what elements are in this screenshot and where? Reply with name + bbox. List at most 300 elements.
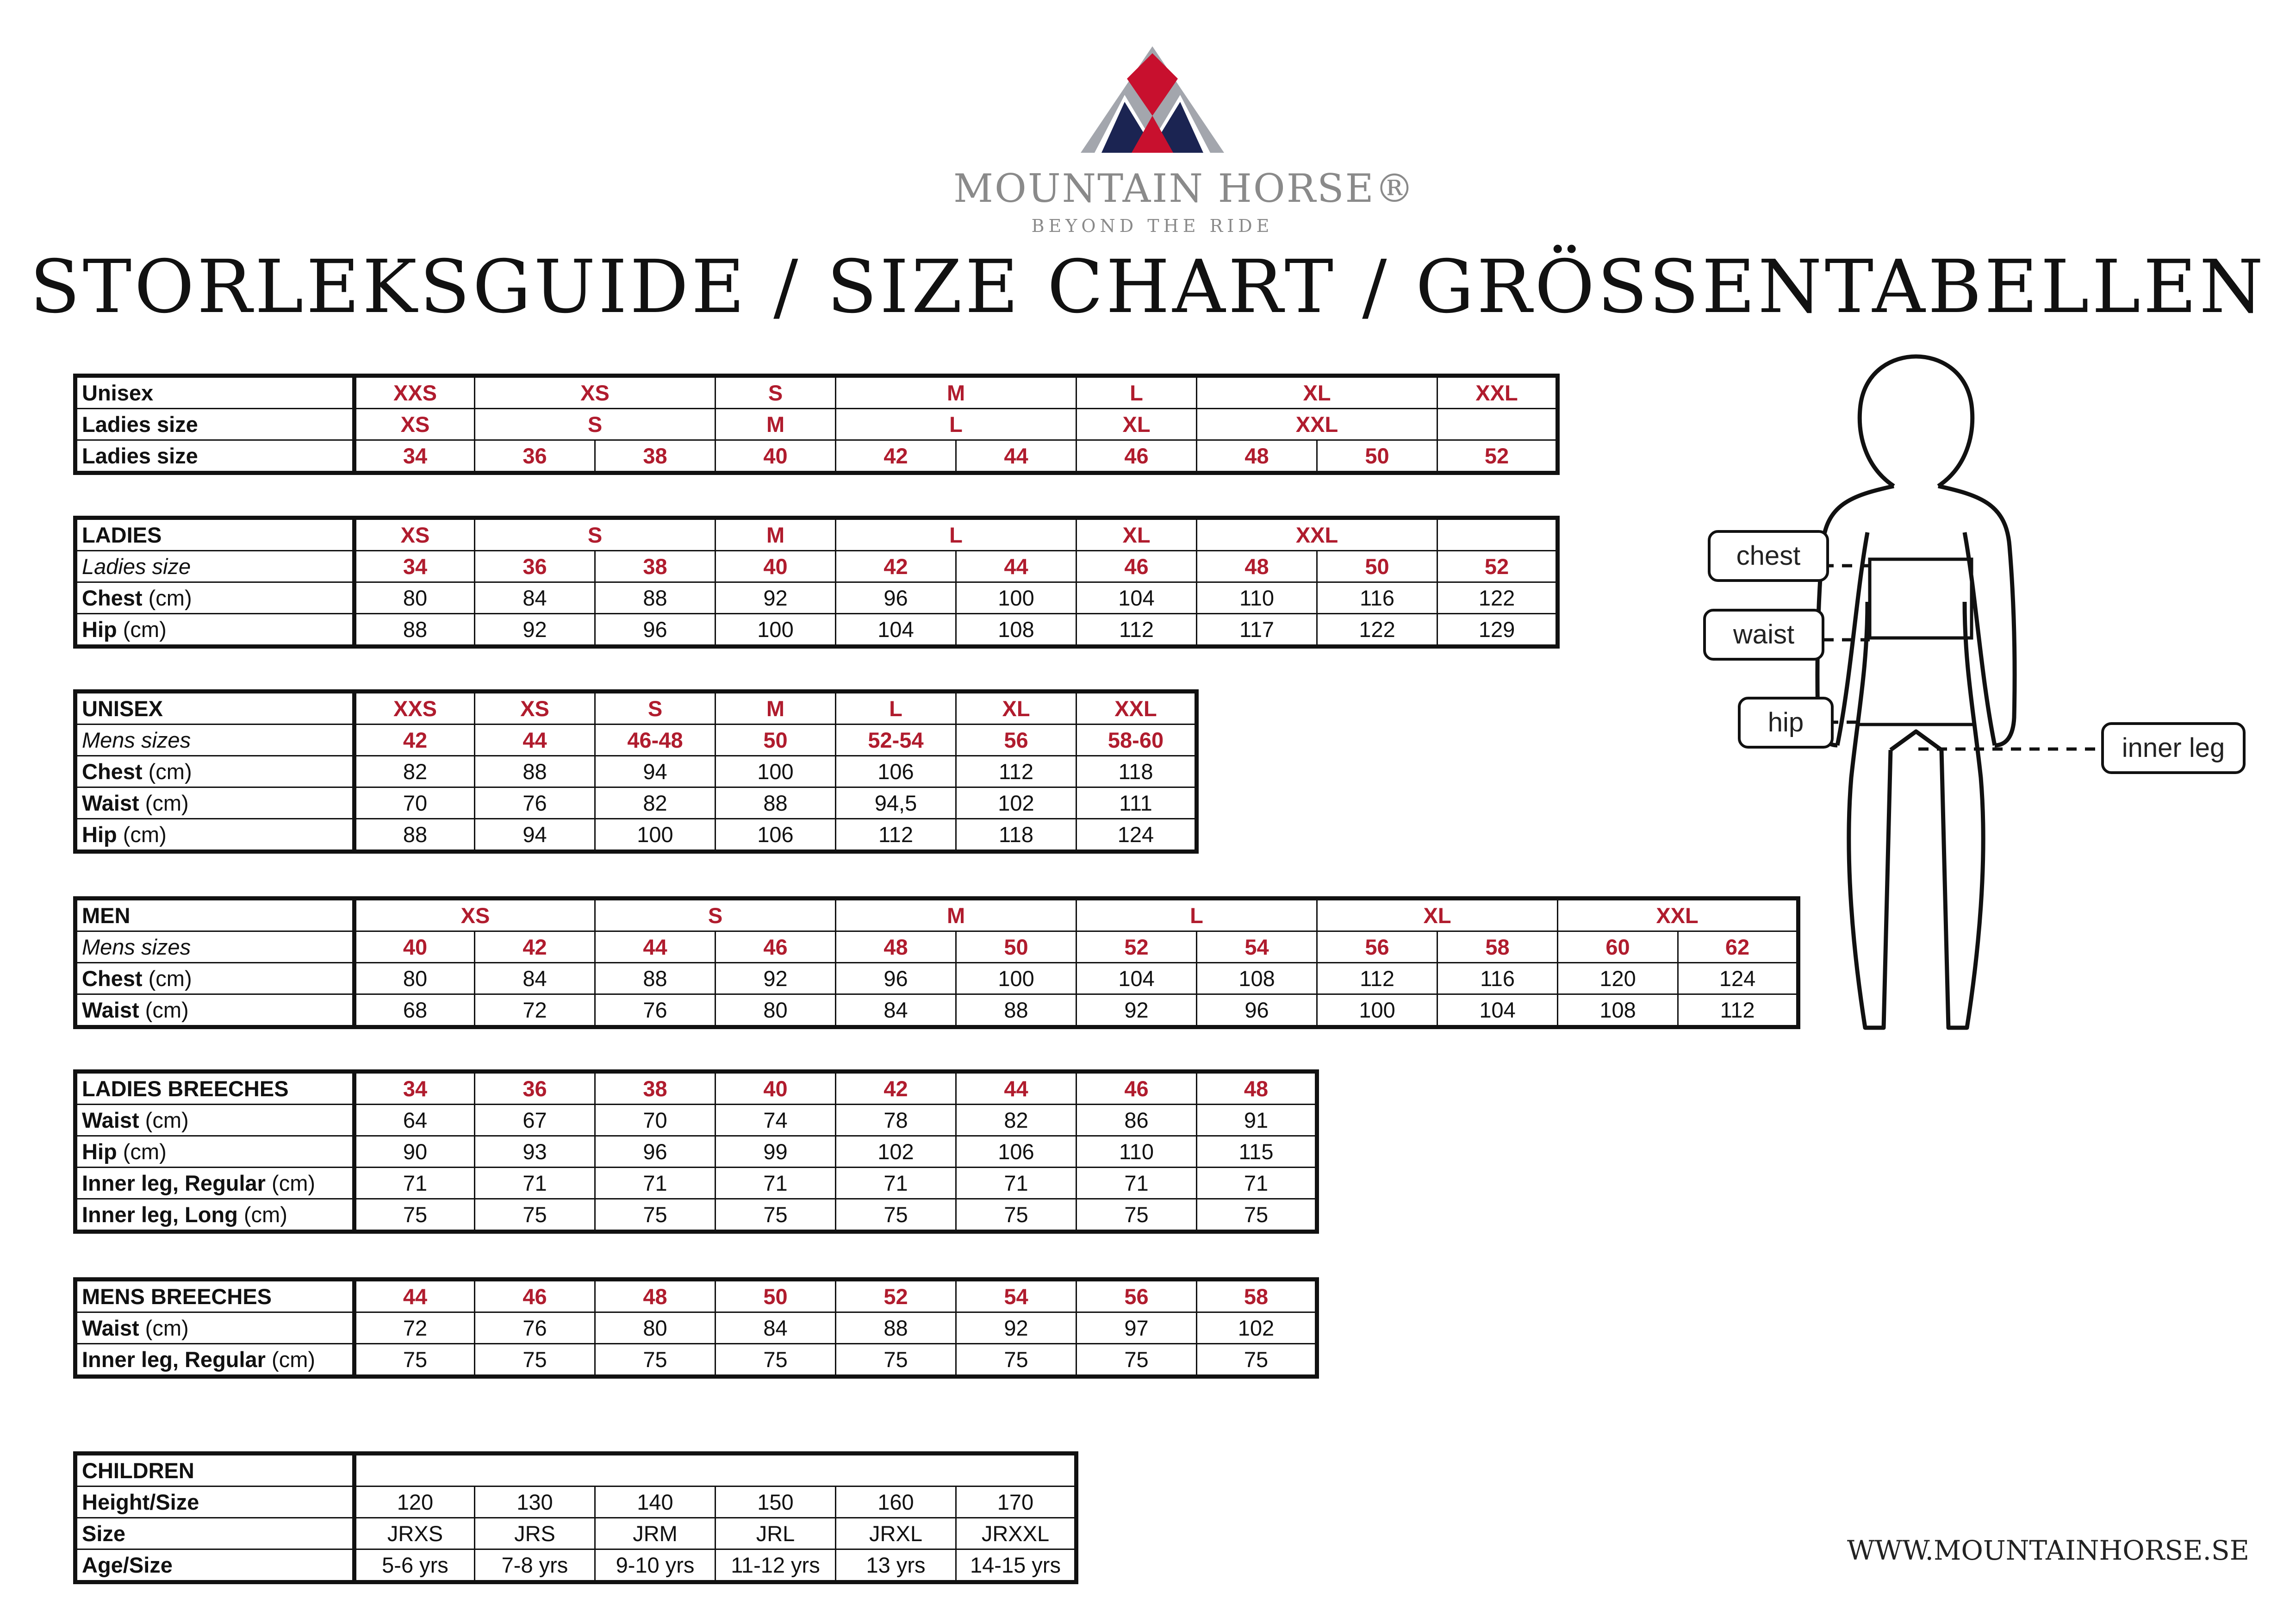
table-cell: 100 <box>956 582 1076 614</box>
table-cell: 75 <box>716 1199 836 1232</box>
table-cell: 112 <box>1076 614 1197 647</box>
table-cell: 104 <box>836 614 956 647</box>
row-label-unit: (cm) <box>265 1347 315 1372</box>
table-cell: 50 <box>1317 440 1437 473</box>
table-cell: 110 <box>1076 1136 1197 1168</box>
table-cell: 150 <box>716 1487 836 1518</box>
table-cell: 118 <box>1076 756 1197 787</box>
row-label-text: Hip <box>82 1139 117 1164</box>
table-cell: 50 <box>716 725 836 756</box>
row-label-text: Waist <box>82 1316 139 1340</box>
table-cell: L <box>836 518 1076 551</box>
table-cell: 38 <box>595 1072 716 1105</box>
table-cell: 88 <box>716 787 836 819</box>
waist-callout: waist <box>1703 609 1824 661</box>
table-row <box>75 963 1798 994</box>
table-cell: 160 <box>836 1487 956 1518</box>
row-label-text: MEN <box>82 903 131 928</box>
table-cell: S <box>595 899 836 931</box>
table-cell: L <box>836 692 956 725</box>
table-cell: 13 yrs <box>836 1549 956 1582</box>
table-cell: JRL <box>716 1518 836 1549</box>
table-cell <box>1437 518 1558 551</box>
table-cell: 75 <box>595 1199 716 1232</box>
row-label-text: Hip <box>82 617 117 642</box>
row-label-text: Ladies size <box>82 554 191 579</box>
table-cell: XS <box>475 692 595 725</box>
table-cell: M <box>836 899 1076 931</box>
table-cell: 106 <box>956 1136 1076 1168</box>
table-cell: 71 <box>716 1168 836 1199</box>
table-cell: L <box>836 409 1076 440</box>
table-cell: XXL <box>1197 409 1437 440</box>
table-cell <box>1437 409 1558 440</box>
table-row <box>75 1454 1076 1487</box>
row-label-unit: (cm) <box>139 791 189 815</box>
table-cell: 84 <box>716 1312 836 1344</box>
table-cell: 75 <box>956 1344 1076 1377</box>
page-title: STORLEKSGUIDE / SIZE CHART / GRÖSSENTABELLEN <box>30 244 2266 330</box>
table-cell: 48 <box>1197 440 1317 473</box>
table-cell: 122 <box>1317 614 1437 647</box>
table-row <box>75 518 1558 551</box>
table-cell: 100 <box>716 614 836 647</box>
table-cell: 75 <box>716 1344 836 1377</box>
row-label-text: Mens sizes <box>82 935 191 959</box>
table-cell: 88 <box>595 963 716 994</box>
table-cell: 42 <box>836 1072 956 1105</box>
table-cell: 86 <box>1076 1105 1197 1136</box>
table-cell: 72 <box>355 1312 475 1344</box>
table-cell: 44 <box>956 551 1076 582</box>
table-cell: 44 <box>595 931 716 963</box>
table-cell: 36 <box>475 1072 595 1105</box>
row-label <box>75 551 355 582</box>
row-label <box>75 1549 355 1582</box>
row-label-text: Mens sizes <box>82 728 191 752</box>
table-cell: 48 <box>1197 551 1317 582</box>
table-cell: 94 <box>595 756 716 787</box>
table-cell: 94 <box>475 819 595 852</box>
table-cell: 75 <box>1076 1199 1197 1232</box>
table-cell: 106 <box>836 756 956 787</box>
table-cell: 42 <box>355 725 475 756</box>
table-cell: 58 <box>1197 1280 1317 1312</box>
row-label <box>75 1136 355 1168</box>
row-label <box>75 787 355 819</box>
table-cell: XS <box>355 899 595 931</box>
table-row <box>75 1344 1317 1377</box>
table-cell: JRS <box>475 1518 595 1549</box>
table-cell: 14-15 yrs <box>956 1549 1076 1582</box>
table-cell: 104 <box>1437 994 1558 1027</box>
table-cell: 56 <box>1076 1280 1197 1312</box>
table-cell: 54 <box>1197 931 1317 963</box>
row-label <box>75 1105 355 1136</box>
table-cell: 44 <box>355 1280 475 1312</box>
table-row <box>75 787 1197 819</box>
table-cell: 124 <box>1678 963 1798 994</box>
table-cell: XL <box>1076 409 1197 440</box>
table-cell: 42 <box>475 931 595 963</box>
table-cell: 92 <box>956 1312 1076 1344</box>
table-cell: 75 <box>1076 1344 1197 1377</box>
table-cell: 124 <box>1076 819 1197 852</box>
table-cell: 75 <box>355 1199 475 1232</box>
table-cell: S <box>475 409 716 440</box>
website-link[interactable]: WWW.MOUNTAINHORSE.SE <box>1847 1535 2249 1566</box>
table-cell: 71 <box>595 1168 716 1199</box>
table-cell: 68 <box>355 994 475 1027</box>
row-label-text: MENS BREECHES <box>82 1284 272 1309</box>
table-cell: JRXXL <box>956 1518 1076 1549</box>
table-cell: 110 <box>1197 582 1317 614</box>
table-cell: 108 <box>1558 994 1678 1027</box>
table-cell: 117 <box>1197 614 1317 647</box>
body-figure <box>1685 352 2240 1049</box>
row-label-text: Inner leg, Regular <box>82 1347 266 1372</box>
row-label <box>75 819 355 852</box>
table-row <box>75 582 1558 614</box>
table-cell: XXS <box>355 376 475 409</box>
table-cell: 46-48 <box>595 725 716 756</box>
table-cell: 104 <box>1076 963 1197 994</box>
table-cell: 80 <box>355 963 475 994</box>
table-cell: 40 <box>716 1072 836 1105</box>
table-cell: 112 <box>836 819 956 852</box>
table-cell: 76 <box>595 994 716 1027</box>
table-cell: 75 <box>475 1199 595 1232</box>
table-cell: 90 <box>355 1136 475 1168</box>
table-cell: 88 <box>355 614 475 647</box>
table-cell: 111 <box>1076 787 1197 819</box>
table-cell: 75 <box>355 1344 475 1377</box>
table-cell: 44 <box>475 725 595 756</box>
row-label <box>75 931 355 963</box>
row-label <box>75 614 355 647</box>
row-label <box>75 994 355 1027</box>
row-label-text: Unisex <box>82 381 154 405</box>
table-cell: 130 <box>475 1487 595 1518</box>
table-cell: 82 <box>595 787 716 819</box>
table-cell: 88 <box>595 582 716 614</box>
table-row <box>75 819 1197 852</box>
table-cell: 70 <box>355 787 475 819</box>
size-map-table <box>73 374 1560 475</box>
row-label-text: Chest <box>82 966 143 991</box>
row-label-unit: (cm) <box>265 1171 315 1195</box>
table-cell: 64 <box>355 1105 475 1136</box>
table-cell: 80 <box>595 1312 716 1344</box>
row-label-text: Chest <box>82 759 143 784</box>
table-cell: 91 <box>1197 1105 1317 1136</box>
table-cell: 56 <box>1317 931 1437 963</box>
table-cell: 112 <box>1317 963 1437 994</box>
row-label <box>75 692 355 725</box>
table-cell: 46 <box>1076 1072 1197 1105</box>
table-row <box>75 376 1558 409</box>
table-cell: 97 <box>1076 1312 1197 1344</box>
table-cell: 116 <box>1437 963 1558 994</box>
ladies-breeches-table <box>73 1069 1319 1234</box>
row-label-text: Hip <box>82 822 117 847</box>
children-table <box>73 1451 1078 1584</box>
table-cell: XL <box>956 692 1076 725</box>
row-label-text: LADIES <box>82 523 162 547</box>
table-cell: 7-8 yrs <box>475 1549 595 1582</box>
table-cell: XXS <box>355 692 475 725</box>
row-label-text: Ladies size <box>82 412 198 437</box>
table-row <box>75 1280 1317 1312</box>
table-cell: 52 <box>1076 931 1197 963</box>
table-cell: 52 <box>1437 440 1558 473</box>
table-cell: 34 <box>355 440 475 473</box>
table-row <box>75 1168 1317 1199</box>
table-cell: L <box>1076 899 1317 931</box>
table-cell: 48 <box>836 931 956 963</box>
chest-callout: chest <box>1708 530 1829 582</box>
table-cell: 96 <box>595 614 716 647</box>
table-cell: 72 <box>475 994 595 1027</box>
table-cell: 76 <box>475 1312 595 1344</box>
table-cell: 46 <box>475 1280 595 1312</box>
row-label-unit: (cm) <box>139 1316 189 1340</box>
table-cell: 48 <box>595 1280 716 1312</box>
table-cell: 78 <box>836 1105 956 1136</box>
table-cell: M <box>716 409 836 440</box>
table-cell: 106 <box>716 819 836 852</box>
table-cell: 92 <box>716 963 836 994</box>
row-label <box>75 1344 355 1377</box>
table-cell: 100 <box>595 819 716 852</box>
table-cell: 74 <box>716 1105 836 1136</box>
table-cell: JRM <box>595 1518 716 1549</box>
table-cell: S <box>475 518 716 551</box>
row-label-unit: (cm) <box>142 759 192 784</box>
row-label-unit: (cm) <box>139 998 189 1022</box>
table-cell: 112 <box>1678 994 1798 1027</box>
table-cell: 92 <box>475 614 595 647</box>
table-cell: 84 <box>475 582 595 614</box>
row-label-unit: (cm) <box>237 1202 287 1227</box>
row-label-unit: (cm) <box>142 586 192 610</box>
table-cell: 96 <box>595 1136 716 1168</box>
row-label <box>75 1199 355 1232</box>
table-row <box>75 931 1798 963</box>
table-cell: 36 <box>475 440 595 473</box>
row-label-text: LADIES BREECHES <box>82 1076 289 1101</box>
row-label-text: Inner leg, Regular <box>82 1171 266 1195</box>
table-row <box>75 725 1197 756</box>
table-cell: S <box>595 692 716 725</box>
table-row <box>75 440 1558 473</box>
table-cell: 52-54 <box>836 725 956 756</box>
row-label-unit: (cm) <box>117 822 167 847</box>
table-cell: XL <box>1076 518 1197 551</box>
table-row <box>75 1136 1317 1168</box>
row-label <box>75 1168 355 1199</box>
table-row <box>75 614 1558 647</box>
row-label <box>75 963 355 994</box>
table-cell: 75 <box>595 1344 716 1377</box>
men-table <box>73 896 1800 1029</box>
table-cell: 116 <box>1317 582 1437 614</box>
row-label-text: UNISEX <box>82 696 163 721</box>
table-row <box>75 1487 1076 1518</box>
table-cell: 38 <box>595 440 716 473</box>
table-row <box>75 994 1798 1027</box>
row-label-unit: (cm) <box>117 617 167 642</box>
table-cell: 75 <box>1197 1199 1317 1232</box>
table-cell: 92 <box>716 582 836 614</box>
table-cell: 102 <box>956 787 1076 819</box>
table-cell: 100 <box>1317 994 1437 1027</box>
table-cell: 34 <box>355 551 475 582</box>
mens-breeches-table <box>73 1277 1319 1379</box>
table-cell: M <box>716 692 836 725</box>
table-cell: 50 <box>716 1280 836 1312</box>
table-cell: 44 <box>956 440 1076 473</box>
table-header-label: CHILDREN <box>75 1454 355 1487</box>
table-row <box>75 692 1197 725</box>
row-label-text: Height/Size <box>82 1490 199 1514</box>
row-label <box>75 756 355 787</box>
table-cell: 42 <box>836 551 956 582</box>
table-cell: 100 <box>956 963 1076 994</box>
table-cell: 5-6 yrs <box>355 1549 475 1582</box>
table-cell: 46 <box>716 931 836 963</box>
table-cell: XXL <box>1076 692 1197 725</box>
row-label-text: Ladies size <box>82 443 198 468</box>
table-cell: 115 <box>1197 1136 1317 1168</box>
row-label-text: Size <box>82 1521 126 1546</box>
table-cell: 70 <box>595 1105 716 1136</box>
ladies-table <box>73 516 1560 649</box>
table-cell: 108 <box>1197 963 1317 994</box>
table-cell: 120 <box>355 1487 475 1518</box>
table-cell: 71 <box>1076 1168 1197 1199</box>
table-row <box>75 1199 1317 1232</box>
table-cell: 44 <box>956 1072 1076 1105</box>
table-cell: 88 <box>836 1312 956 1344</box>
row-label-unit: (cm) <box>142 966 192 991</box>
table-cell: 75 <box>475 1344 595 1377</box>
table-cell: 50 <box>1317 551 1437 582</box>
table-cell: JRXL <box>836 1518 956 1549</box>
table-cell: 62 <box>1678 931 1798 963</box>
table-cell: 40 <box>716 551 836 582</box>
table-cell: 88 <box>355 819 475 852</box>
table-cell: 71 <box>956 1168 1076 1199</box>
table-cell: 102 <box>1197 1312 1317 1344</box>
brand-tagline: BEYOND THE RIDE <box>1031 216 1274 236</box>
table-cell: L <box>1076 376 1197 409</box>
table-cell: 75 <box>1197 1344 1317 1377</box>
row-label <box>75 1518 355 1549</box>
table-cell: 67 <box>475 1105 595 1136</box>
table-cell: 46 <box>1076 551 1197 582</box>
table-cell: 84 <box>836 994 956 1027</box>
table-cell: 108 <box>956 614 1076 647</box>
row-label <box>75 409 355 440</box>
table-cell: 80 <box>355 582 475 614</box>
row-label <box>75 376 355 409</box>
row-label <box>75 440 355 473</box>
table-cell: 102 <box>836 1136 956 1168</box>
table-cell: 40 <box>355 931 475 963</box>
row-label-unit: (cm) <box>117 1139 167 1164</box>
table-cell: XS <box>355 518 475 551</box>
table-cell: 104 <box>1076 582 1197 614</box>
table-row <box>75 1312 1317 1344</box>
row-label-text: Inner leg, Long <box>82 1202 238 1227</box>
table-row <box>75 756 1197 787</box>
table-cell: M <box>716 518 836 551</box>
table-cell: XXL <box>1558 899 1798 931</box>
table-cell: 50 <box>956 931 1076 963</box>
table-cell: 58-60 <box>1076 725 1197 756</box>
table-cell: 34 <box>355 1072 475 1105</box>
table-cell: S <box>716 376 836 409</box>
table-cell: XXL <box>1437 376 1558 409</box>
table-cell: XS <box>475 376 716 409</box>
row-label <box>75 582 355 614</box>
brand-logo <box>953 46 1415 236</box>
hip-callout: hip <box>1738 697 1834 749</box>
table-cell: 58 <box>1437 931 1558 963</box>
unisex-table <box>73 689 1199 854</box>
table-row <box>75 1105 1317 1136</box>
table-cell: XL <box>1197 376 1437 409</box>
brand-name: MOUNTAIN HORSE® <box>953 166 1415 211</box>
table-cell: 71 <box>1197 1168 1317 1199</box>
table-cell: 92 <box>1076 994 1197 1027</box>
table-cell: 46 <box>1076 440 1197 473</box>
table-cell: 40 <box>716 440 836 473</box>
row-label <box>75 1280 355 1312</box>
table-cell: 129 <box>1437 614 1558 647</box>
row-label-text: Waist <box>82 791 139 815</box>
row-label-text: Age/Size <box>82 1553 173 1577</box>
table-row <box>75 1549 1076 1582</box>
table-cell: 96 <box>836 963 956 994</box>
table-cell: 93 <box>475 1136 595 1168</box>
table-row <box>75 899 1798 931</box>
row-label <box>75 1487 355 1518</box>
table-cell: 112 <box>956 756 1076 787</box>
table-cell: 52 <box>836 1280 956 1312</box>
table-cell: 54 <box>956 1280 1076 1312</box>
table-cell: 82 <box>355 756 475 787</box>
row-label-unit: (cm) <box>139 1108 189 1132</box>
table-cell: 140 <box>595 1487 716 1518</box>
table-cell: 88 <box>956 994 1076 1027</box>
table-cell: 76 <box>475 787 595 819</box>
row-label <box>75 1072 355 1105</box>
table-cell: 42 <box>836 440 956 473</box>
table-cell: 96 <box>836 582 956 614</box>
table-cell: 96 <box>1197 994 1317 1027</box>
table-header-filler <box>355 1454 1076 1487</box>
table-row <box>75 1072 1317 1105</box>
table-cell: 56 <box>956 725 1076 756</box>
table-cell: 84 <box>475 963 595 994</box>
mountain-logo-icon <box>1081 46 1224 153</box>
table-cell: 11-12 yrs <box>716 1549 836 1582</box>
row-label-text: Waist <box>82 1108 139 1132</box>
row-label-text: Waist <box>82 998 139 1022</box>
table-row <box>75 1518 1076 1549</box>
